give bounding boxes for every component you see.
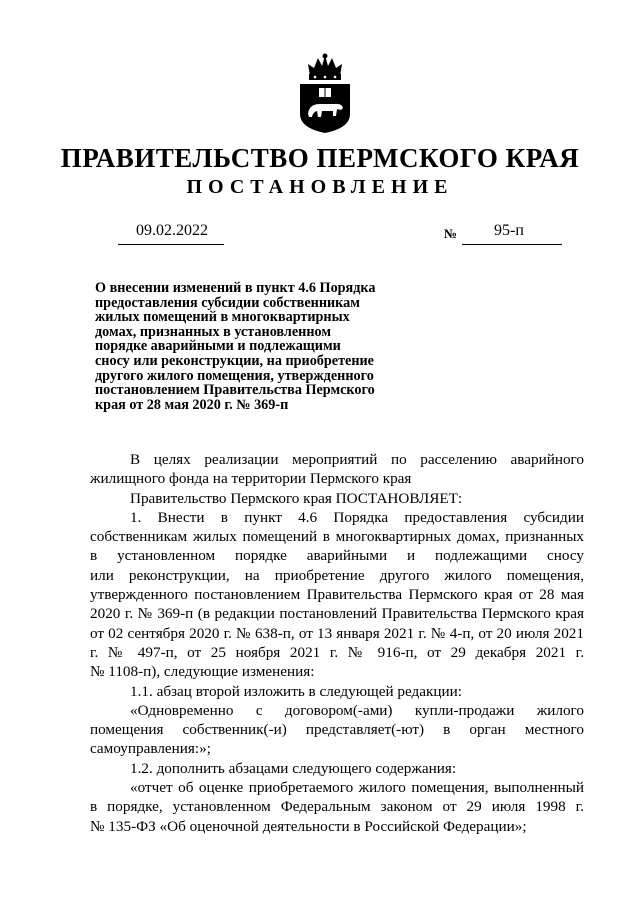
document-type: ПОСТАНОВЛЕНИЕ xyxy=(186,176,454,198)
subject-line: О внесении изменений в пункт 4.6 Порядка xyxy=(95,280,376,296)
text-line: или реконструкции, на приобретение другого жилого помещения, xyxy=(90,566,584,584)
number-sign: № xyxy=(444,226,458,241)
paragraph-quote-1 xyxy=(90,701,584,759)
text-line: 1.1. абзац второй изложить в следующей редакции: xyxy=(130,682,462,700)
government-title: ПРАВИТЕЛЬСТВО ПЕРМСКОГО КРАЯ xyxy=(60,143,580,173)
subject-line: домах, признанных в установленном xyxy=(95,323,332,340)
coat-of-arms-icon xyxy=(296,52,354,134)
text-line: помещения собственник(-и) представляет(-ют) в орган местного xyxy=(90,721,584,739)
subject-line: порядке аварийными и подлежащими xyxy=(95,338,341,355)
text-line: в порядке, установленном Федеральным законом от 29 июля 1998 г. xyxy=(90,798,584,816)
document-subject xyxy=(95,281,415,412)
text-line: самоуправления:»; xyxy=(90,740,211,758)
subject-line: жилых помещений в многоквартирных xyxy=(95,309,350,326)
document-date: 09.02.2022 xyxy=(136,222,208,239)
paragraph-quote-2 xyxy=(90,778,584,836)
text-line: 1.2. дополнить абзацами следующего содержания: xyxy=(130,759,457,777)
paragraph-item-1 xyxy=(90,508,584,682)
text-line: В целях реализации мероприятий по расселению аварийного xyxy=(130,451,584,468)
document-number: 95-п xyxy=(494,222,524,239)
text-line: «Одновременно с договором(-ами) купли-продажи жилого xyxy=(130,701,584,719)
subject-line: другого жилого помещения, утвержденного xyxy=(95,367,374,384)
date-field xyxy=(118,222,224,245)
text-line: жилищного фонда на территории Пермского края xyxy=(90,470,412,488)
number-field xyxy=(462,222,562,245)
text-line: Правительство Пермского края ПОСТАНОВЛЯЕТ: xyxy=(130,489,463,507)
subject-line: сносу или реконструкции, на приобретение xyxy=(95,352,374,369)
text-line: собственникам жилых помещений в многоквартирных домах, признанных xyxy=(90,528,584,546)
text-line: 2020 г. № 369-п (в редакции постановлений Правительства Пермского края xyxy=(90,605,584,623)
paragraph-preamble xyxy=(90,450,584,489)
paragraph-resolution xyxy=(90,489,584,508)
text-line: № 135-ФЗ «Об оценочной деятельности в Российской Федерации»; xyxy=(90,817,527,835)
subject-line: края от 28 мая 2020 г. № 369-п xyxy=(95,396,289,413)
document-body xyxy=(90,450,584,836)
text-line: 1. Внести в пункт 4.6 Порядка предоставления субсидии xyxy=(130,508,584,526)
text-line: от 02 сентября 2020 г. № 638-п, от 13 января 2021 г. № 4-п, от 20 июля 2021 xyxy=(90,624,584,642)
text-line: № 1108-п), следующие изменения: xyxy=(90,663,315,681)
text-line: в установленном порядке аварийными и подлежащими сносу xyxy=(90,547,584,565)
text-line: утвержденного постановлением Правительства Пермского края от 28 мая xyxy=(90,586,584,604)
text-line: г. № 497-п, от 25 ноября 2021 г. № 916-п, от 29 декабря 2021 г. xyxy=(90,643,584,661)
subject-line: предоставления субсидии собственникам xyxy=(95,294,360,311)
paragraph-item-1-1 xyxy=(90,682,584,701)
text-line: «отчет об оценке приобретаемого жилого помещения, выполненный xyxy=(130,779,584,797)
paragraph-item-1-2 xyxy=(90,759,584,778)
subject-line: постановлением Правительства Пермского xyxy=(95,382,375,399)
